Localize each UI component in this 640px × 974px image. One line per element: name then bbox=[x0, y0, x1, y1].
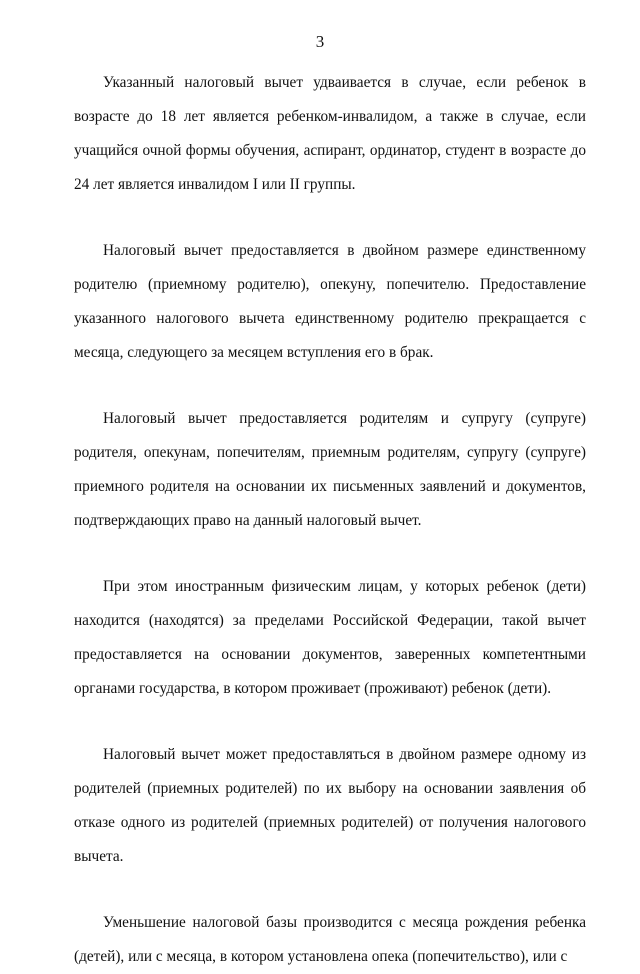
paragraph-single-parent: Налоговый вычет предоставляется в двойном размере единственному родителю (приемному родителю), опекуну, попечителю. Предоставление указанного налогового вычета единственному родителю прекращается с месяца, следующего за месяцем вступления его в брак. bbox=[74, 242, 586, 361]
paragraph-eligible-recipients: Налоговый вычет предоставляется родителям и супругу (супруге) родителя, опекунам, попечителям, приемным родителям, супругу (супруге) приемного родителя на основании их письменных заявлений и документов, подтверждающих право на данный налоговый вычет. bbox=[74, 410, 586, 529]
paragraph-double-one-parent: Налоговый вычет может предоставляться в двойном размере одному из родителей (приемных родителей) по их выбору на основании заявления об отказе одного из родителей (приемных родителей) от получения налогового вычета. bbox=[74, 746, 586, 865]
document-body bbox=[74, 66, 586, 974]
paragraph-foreign-individuals: При этом иностранным физическим лицам, у которых ребенок (дети) находится (находятся) за пределами Российской Федерации, такой вычет предоставляется на основании документов, заверенных компетентными органами государства, в котором проживает (проживают) ребенок (дети). bbox=[74, 578, 586, 697]
paragraph-tax-base-reduction: Уменьшение налоговой базы производится с месяца рождения ребенка (детей), или с месяца, в котором установлена опека (попечительство), или с bbox=[74, 914, 586, 965]
page-number: 3 bbox=[315, 32, 325, 51]
paragraph-deduction-doubling: Указанный налоговый вычет удваивается в случае, если ребенок в возрасте до 18 лет является ребенком-инвалидом, а также в случае, если учащийся очной формы обучения, аспирант, ординатор, студент в возрасте до 24 лет является инвалидом I или II группы. bbox=[74, 74, 586, 193]
